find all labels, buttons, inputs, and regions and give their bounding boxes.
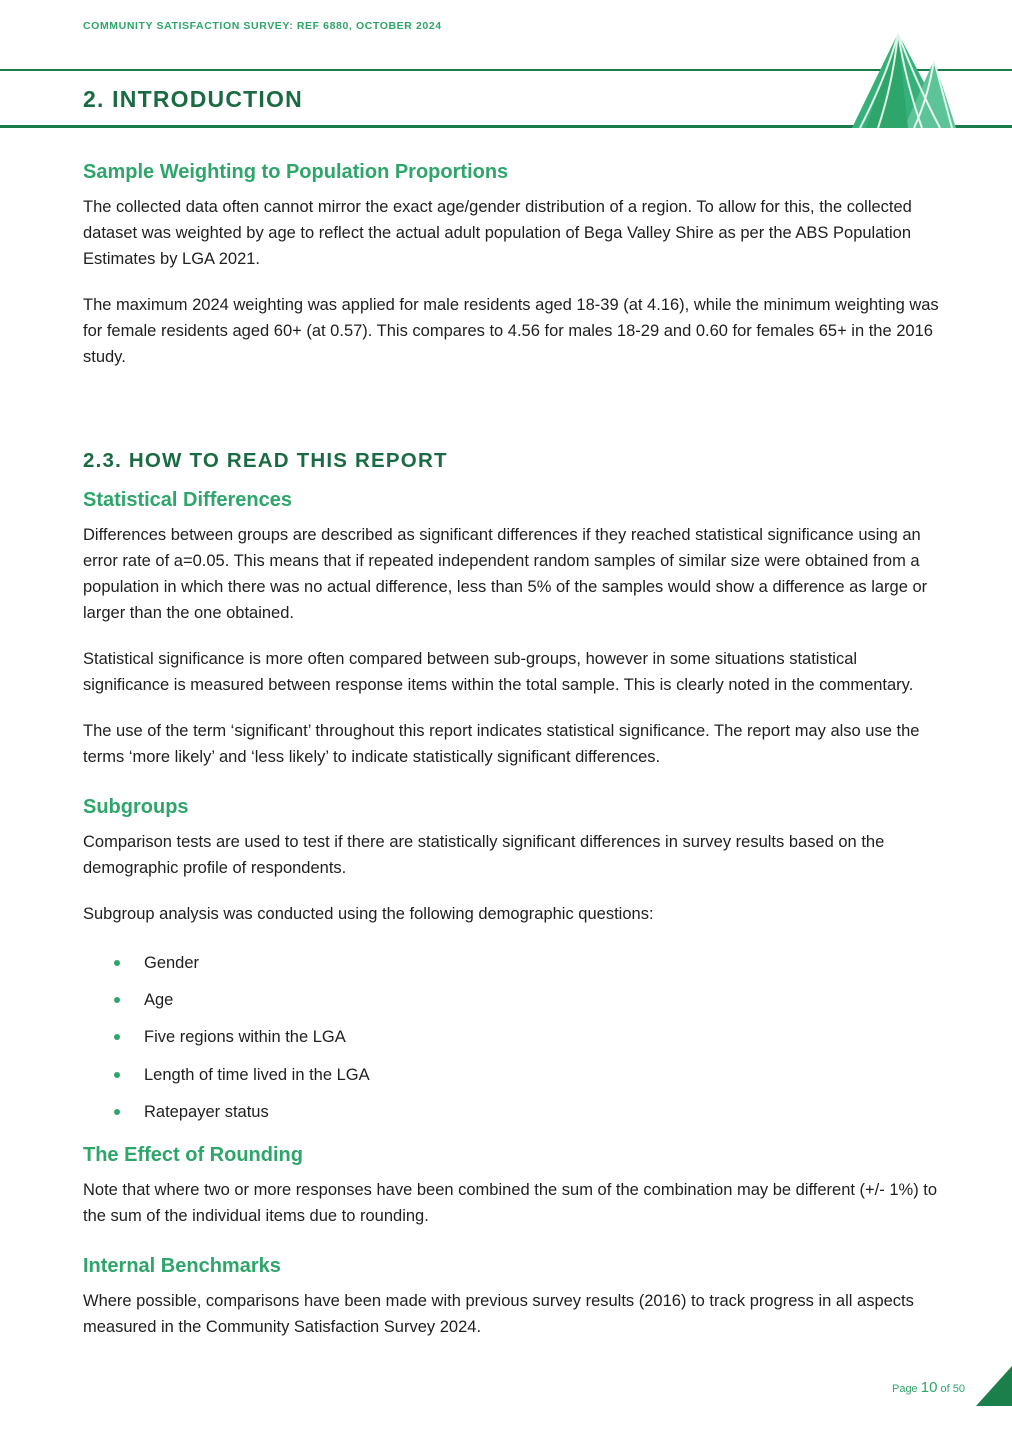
list-item-label: Length of time lived in the LGA xyxy=(144,1065,370,1084)
list-item xyxy=(83,945,943,982)
paragraph: Subgroup analysis was conducted using the following demographic questions: xyxy=(83,904,654,923)
paragraph: Note that where two or more responses have been combined the sum of the combination may be different (+/- 1%) to the sum of the individual items due to rounding. xyxy=(83,1180,938,1225)
list-item xyxy=(83,1057,943,1094)
main-content xyxy=(83,160,943,1360)
corner-triangle-icon xyxy=(976,1366,1012,1406)
list-item xyxy=(83,1094,943,1131)
paragraph: Statistical significance is more often compared between sub-groups, however in some situations statistical significance is measured between response items within the total sample. This is clearly noted in the commentary. xyxy=(83,649,914,694)
chapter-title: 2. INTRODUCTION xyxy=(83,86,303,112)
list-item-label: Ratepayer status xyxy=(144,1103,269,1122)
list-item xyxy=(83,982,943,1019)
paragraph: The collected data often cannot mirror the exact age/gender distribution of a region. To allow for this, the collected dataset was weighted by age to reflect the actual adult population of Bega Valley Shire as per the ABS Population Estimates by LGA 2021. xyxy=(83,198,912,268)
page-number xyxy=(892,1379,965,1396)
bullet-icon xyxy=(114,1109,120,1115)
bullet-icon xyxy=(114,960,120,966)
paragraph: The maximum 2024 weighting was applied for male residents aged 18-39 (at 4.16), while the minimum weighting was for female residents aged 60+ (at 0.57). This compares to 4.56 for males 18-29 and 0.60 for females 65+ in the 2016 study. xyxy=(83,296,939,366)
heading-subgroups: Subgroups xyxy=(83,795,189,818)
paragraph: Comparison tests are used to test if there are statistically significant differences in survey results based on the demographic profile of respondents. xyxy=(83,832,885,877)
current-page: 10 xyxy=(920,1379,938,1396)
demographic-list xyxy=(83,945,943,1132)
heading-effect-of-rounding: The Effect of Rounding xyxy=(83,1143,303,1166)
heading-how-to-read: 2.3. HOW TO READ THIS REPORT xyxy=(83,449,448,472)
mountain-logo-icon xyxy=(848,28,958,130)
total-pages: 50 xyxy=(952,1383,965,1395)
bullet-icon xyxy=(114,997,120,1003)
running-header: COMMUNITY SATISFACTION SURVEY: REF 6880, OCTOBER 2024 xyxy=(83,20,442,32)
list-item-label: Age xyxy=(144,991,174,1010)
paragraph: Differences between groups are described as significant differences if they reached statistical significance using an error rate of a=0.05. This means that if repeated independent random samples of similar size were obtained from a population in which there was no actual difference, less than 5% of the samples would show a difference as large or larger than the one obtained. xyxy=(83,525,928,622)
heading-internal-benchmarks: Internal Benchmarks xyxy=(83,1254,281,1277)
heading-statistical-differences: Statistical Differences xyxy=(83,488,292,511)
bullet-icon xyxy=(114,1034,120,1040)
list-item xyxy=(83,1019,943,1056)
of-label: of xyxy=(940,1383,950,1395)
paragraph: The use of the term ‘significant’ throughout this report indicates statistical significance. The report may also use the terms ‘more likely’ and ‘less likely’ to indicate statistically significant differences. xyxy=(83,721,920,766)
paragraph: Where possible, comparisons have been made with previous survey results (2016) to track progress in all aspects measured in the Community Satisfaction Survey 2024. xyxy=(83,1291,914,1336)
list-item-label: Five regions within the LGA xyxy=(144,1028,346,1047)
bullet-icon xyxy=(114,1072,120,1078)
page-label: Page xyxy=(891,1383,918,1395)
list-item-label: Gender xyxy=(144,953,200,972)
heading-sample-weighting: Sample Weighting to Population Proportions xyxy=(83,161,509,183)
